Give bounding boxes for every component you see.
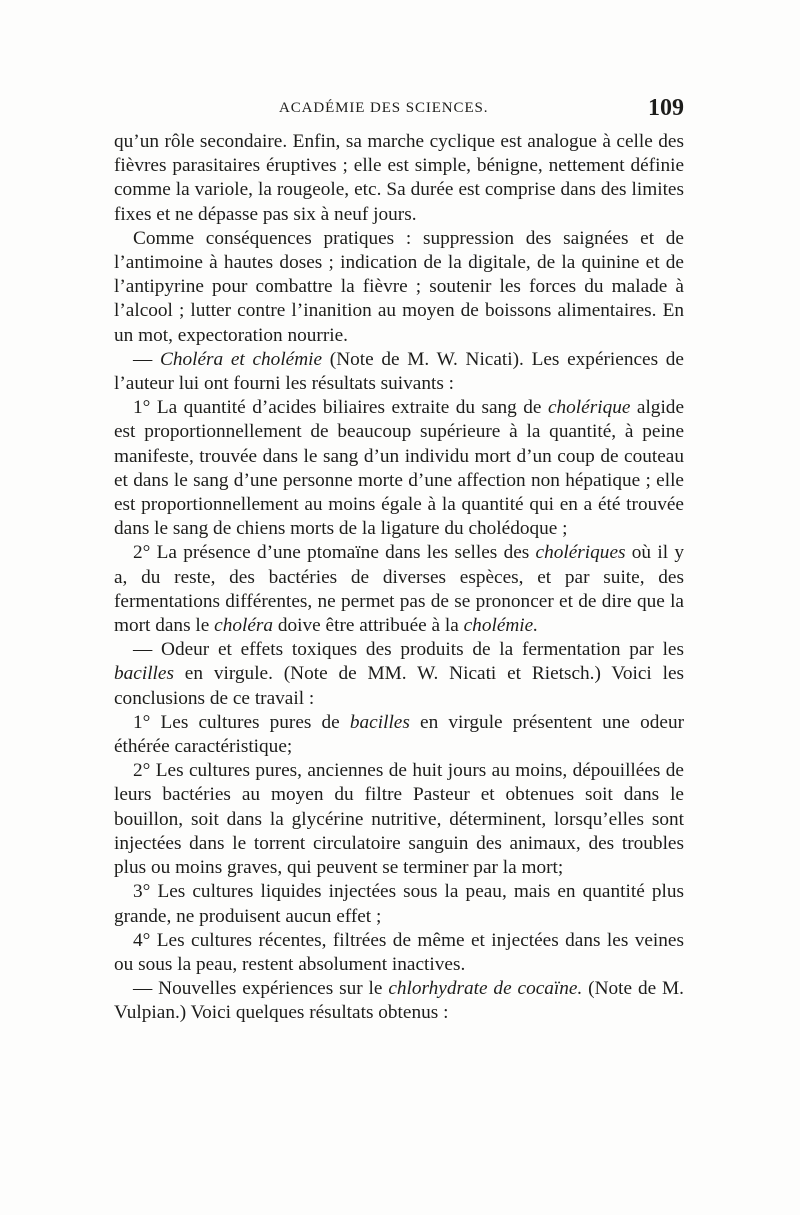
page-number: 109 [648, 95, 684, 121]
paragraph [114, 759, 684, 880]
text-run: — Nouvelles expériences sur le [133, 978, 389, 1000]
body-text [114, 130, 684, 1026]
paragraph [114, 130, 684, 227]
text-run: Comme conséquences pratiques : suppression des saignées et de l’antimoine à hautes doses ; indication de la digitale, de la quinine et de l’antipyrine pour combattre la fièvre ; soutenir les forces du malade à l’alcool ; lutter contre l’inanition au moyen de boissons alimentaires. En un mot, expectoration nourrie. [114, 227, 684, 346]
paragraph [114, 227, 684, 348]
italic-term: cholérique [547, 397, 631, 419]
italic-term: choléra [214, 615, 274, 637]
paragraph [114, 880, 684, 928]
page-header [114, 96, 684, 126]
text-run: 1° Les cultures pures de [133, 711, 350, 733]
text-run: en virgule présentent une odeur éthérée caractéristique; [114, 711, 685, 758]
text-run: 1° La quantité d’acides biliaires extraite du sang de [133, 397, 548, 419]
text-run: (Note de M. W. Nicati). Les expériences de l’auteur lui ont fourni les résultats suivants : [114, 348, 684, 395]
italic-term: bacilles [349, 711, 410, 733]
paragraph [114, 929, 684, 977]
text-run: doive être attribuée à la [273, 615, 464, 637]
text-run: 3° Les cultures liquides injectées sous la peau, mais en quantité plus grande, ne produisent aucun effet ; [114, 881, 684, 927]
text-run: algide est proportionnellement de beaucoup supérieure à la quantité, à peine manifeste, trouvée dans le sang d’un individu mort d’un coup de couteau et dans le sang d’une personne morte d’une affection non hépatique ; elle est proportionnellement au moins égale à la quantité qui en a été trouvée dans le sang de chiens morts de la ligature du cholédoque ; [114, 397, 684, 540]
text-run: qu’un rôle secondaire. Enfin, sa marche cyclique est analogue à celle des fièvres parasitaires éruptives ; elle est simple, bénigne, nettement définie comme la variole, la rougeole, etc. Sa durée est comprise dans des limites fixes et ne dépasse pas six à neuf jours. [114, 131, 684, 225]
italic-term: cholériques [535, 542, 626, 564]
paragraph [114, 396, 684, 541]
paragraph [114, 541, 684, 638]
italic-term: Choléra et cholémie [159, 348, 323, 370]
text-run: — [133, 348, 160, 370]
text-run: 2° Les cultures pures, anciennes de huit jours au moins, dépouillées de leurs bactéries au moyen du filtre Pasteur et obtenues soit dans le bouillon, soit dans la glycérine nutritive, déterminent, lorsqu’elles sont injectées dans le torrent circulatoire sanguin des animaux, des troubles plus ou moins graves, qui peuvent se terminer par la mort; [114, 760, 684, 879]
running-head: ACADÉMIE DES SCIENCES. [279, 100, 489, 116]
paragraph [114, 977, 684, 1025]
text-run: en virgule. (Note de MM. W. Nicati et Rietsch.) Voici les conclusions de ce travail : [114, 663, 684, 709]
paragraph [114, 638, 684, 711]
paragraph [114, 711, 684, 759]
text-run: (Note de M. Vulpian.) Voici quelques résultats obtenus : [114, 978, 684, 1024]
text-run: 2° La présence d’une ptomaïne dans les selles des [133, 542, 536, 564]
paragraph [114, 348, 684, 396]
text-run: 4° Les cultures récentes, filtrées de même et injectées dans les veines ou sous la peau, restent absolument inactives. [114, 929, 684, 975]
text-run: où il y a, du reste, des bactéries de diverses espèces, et par suite, des fermentations différentes, ne permet pas de se prononcer et de dire que la mort dans le [114, 542, 684, 637]
italic-term: chlorhydrate de cocaïne. [388, 978, 583, 1000]
italic-term: cholémie. [463, 615, 539, 637]
italic-term: bacilles [114, 663, 174, 685]
text-run: — Odeur et effets toxiques des produits de la fermentation par les [133, 639, 684, 661]
